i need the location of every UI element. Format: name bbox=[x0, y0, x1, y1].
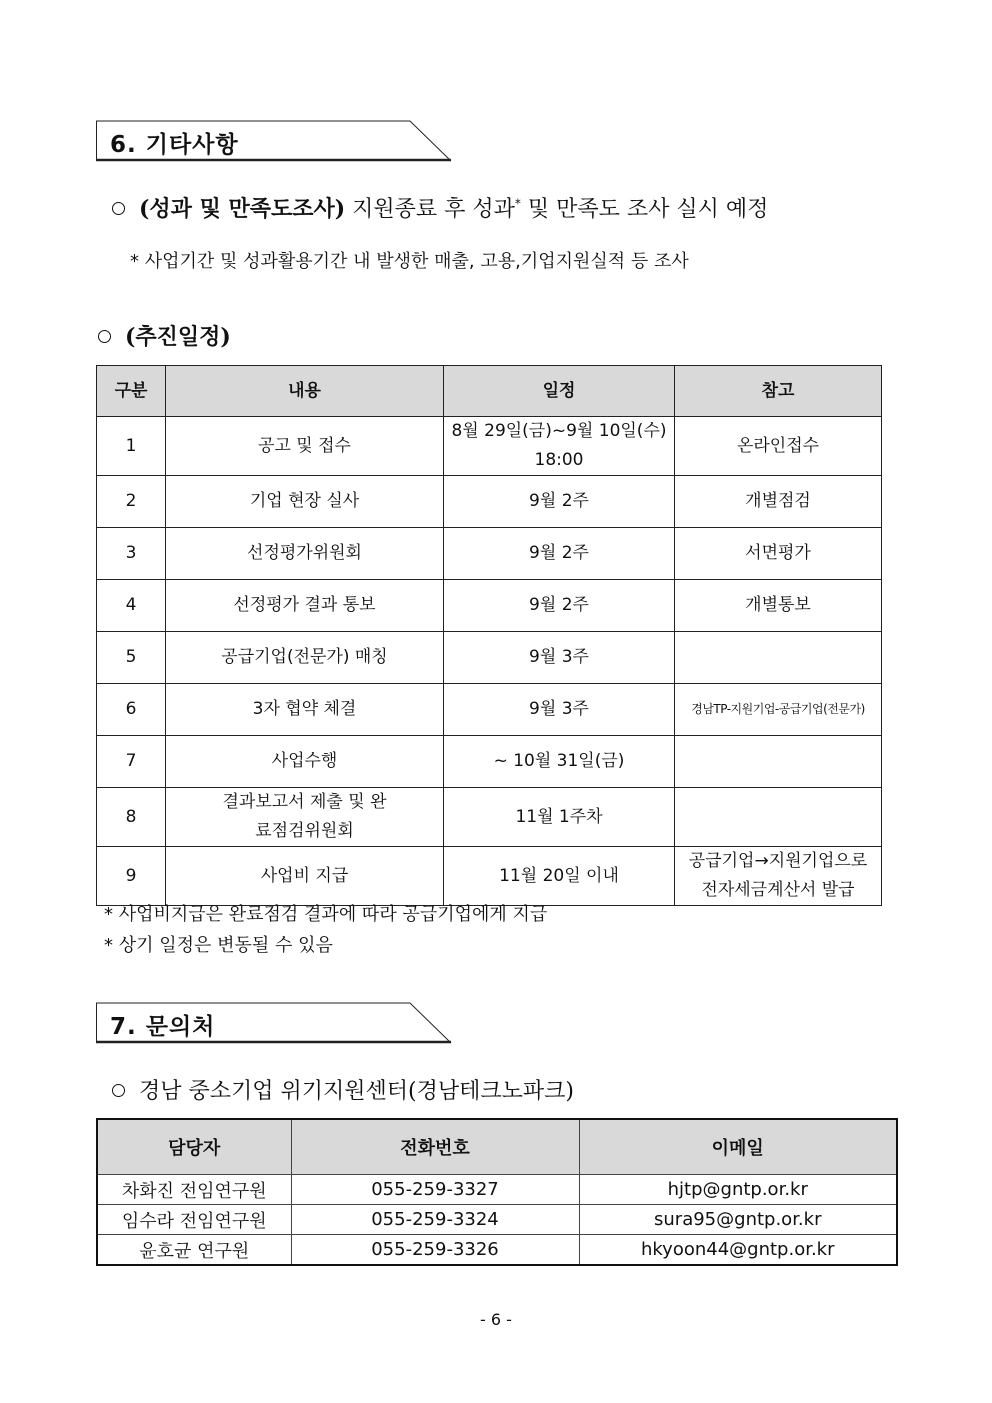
contact-name: 임수라 전임연구원 bbox=[97, 1205, 291, 1235]
page-number: - 6 - bbox=[480, 1310, 512, 1329]
row-date: 9월 3주 bbox=[444, 632, 675, 684]
performance-survey-tail: 및 만족도 조사 실시 예정 bbox=[520, 197, 769, 222]
contact-email[interactable]: sura95@gntp.or.kr bbox=[579, 1205, 897, 1235]
column-header: 구분 bbox=[97, 366, 166, 417]
schedule-table bbox=[96, 365, 882, 906]
row-number: 2 bbox=[97, 476, 166, 528]
contact-org: 경남 중소기업 위기지원센터(경남테크노파크) bbox=[139, 1079, 574, 1104]
contact-email[interactable]: hkyoon44@gntp.or.kr bbox=[579, 1235, 897, 1266]
table-row bbox=[97, 580, 882, 632]
row-date: 11월 20일 이내 bbox=[444, 847, 675, 906]
performance-survey-text: 지원종료 후 성과 bbox=[345, 197, 515, 222]
table-row bbox=[97, 684, 882, 736]
row-number: 3 bbox=[97, 528, 166, 580]
table-row bbox=[97, 736, 882, 788]
table-row bbox=[97, 528, 882, 580]
section-6-title: 6. 기타사항 bbox=[110, 132, 239, 158]
row-content: 사업비 지급 bbox=[166, 847, 444, 906]
contact-phone[interactable]: 055-259-3326 bbox=[291, 1235, 579, 1266]
schedule-heading-text: (추진일정) bbox=[125, 324, 231, 350]
schedule-heading bbox=[98, 320, 231, 351]
circle-bullet-icon bbox=[98, 330, 111, 343]
column-header: 일정 bbox=[444, 366, 675, 417]
section-6-header bbox=[96, 120, 452, 162]
contact-table bbox=[96, 1118, 898, 1266]
row-number: 6 bbox=[97, 684, 166, 736]
column-header: 전화번호 bbox=[291, 1119, 579, 1175]
section-7-header bbox=[96, 1002, 452, 1044]
row-content: 선정평가 결과 통보 bbox=[166, 580, 444, 632]
table-row bbox=[97, 632, 882, 684]
row-number: 7 bbox=[97, 736, 166, 788]
contact-org-line bbox=[112, 1074, 574, 1105]
table-row bbox=[97, 1205, 897, 1235]
contact-email[interactable]: hjtp@gntp.or.kr bbox=[579, 1175, 897, 1205]
contact-name: 윤호균 연구원 bbox=[97, 1235, 291, 1266]
section-7-title: 7. 문의처 bbox=[110, 1014, 216, 1040]
row-content: 선정평가위원회 bbox=[166, 528, 444, 580]
row-note: 서면평가 bbox=[675, 528, 882, 580]
row-number: 5 bbox=[97, 632, 166, 684]
row-note: 온라인접수 bbox=[675, 417, 882, 476]
survey-footnote: * 사업기간 및 성과활용기간 내 발생한 매출, 고용,기업지원실적 등 조사 bbox=[130, 251, 689, 272]
column-header: 참고 bbox=[675, 366, 882, 417]
row-note bbox=[675, 632, 882, 684]
contact-header-row bbox=[97, 1119, 897, 1175]
table-row bbox=[97, 1235, 897, 1266]
circle-bullet-icon bbox=[112, 202, 125, 215]
row-note: 개별통보 bbox=[675, 580, 882, 632]
contact-phone[interactable]: 055-259-3327 bbox=[291, 1175, 579, 1205]
circle-bullet-icon bbox=[112, 1084, 125, 1097]
row-number: 8 bbox=[97, 788, 166, 847]
row-note bbox=[675, 788, 882, 847]
row-note: 개별점검 bbox=[675, 476, 882, 528]
table-row bbox=[97, 788, 882, 847]
row-number: 4 bbox=[97, 580, 166, 632]
table-row bbox=[97, 476, 882, 528]
row-content: 공고 및 접수 bbox=[166, 417, 444, 476]
row-number: 1 bbox=[97, 417, 166, 476]
schedule-note-1: * 사업비지급은 완료점검 결과에 따라 공급기업에게 지급 bbox=[104, 904, 548, 925]
table-row bbox=[97, 417, 882, 476]
contact-phone[interactable]: 055-259-3324 bbox=[291, 1205, 579, 1235]
schedule-note-2: * 상기 일정은 변동될 수 있음 bbox=[104, 935, 333, 956]
row-content: 결과보고서 제출 및 완료점검위원회 bbox=[166, 788, 444, 847]
row-date: ~ 10월 31일(금) bbox=[444, 736, 675, 788]
row-content: 공급기업(전문가) 매칭 bbox=[166, 632, 444, 684]
row-date: 9월 3주 bbox=[444, 684, 675, 736]
performance-survey-line bbox=[112, 192, 768, 223]
row-date: 11월 1주차 bbox=[444, 788, 675, 847]
row-content: 3자 협약 체결 bbox=[166, 684, 444, 736]
row-note: 공급기업→지원기업으로 전자세금계산서 발급 bbox=[675, 847, 882, 906]
row-date: 9월 2주 bbox=[444, 580, 675, 632]
footnote-marker: * bbox=[514, 196, 521, 211]
column-header: 담당자 bbox=[97, 1119, 291, 1175]
table-row bbox=[97, 847, 882, 906]
contact-name: 차화진 전임연구원 bbox=[97, 1175, 291, 1205]
row-date: 9월 2주 bbox=[444, 528, 675, 580]
row-note bbox=[675, 736, 882, 788]
row-content: 기업 현장 실사 bbox=[166, 476, 444, 528]
row-content: 사업수행 bbox=[166, 736, 444, 788]
column-header: 이메일 bbox=[579, 1119, 897, 1175]
schedule-header-row bbox=[97, 366, 882, 417]
row-number: 9 bbox=[97, 847, 166, 906]
row-date: 8월 29일(금)~9월 10일(수) 18:00 bbox=[444, 417, 675, 476]
performance-survey-label: (성과 및 만족도조사) bbox=[139, 196, 346, 222]
column-header: 내용 bbox=[166, 366, 444, 417]
row-date: 9월 2주 bbox=[444, 476, 675, 528]
row-note: 경남TP-지원기업-공급기업(전문가) bbox=[675, 684, 882, 736]
table-row bbox=[97, 1175, 897, 1205]
